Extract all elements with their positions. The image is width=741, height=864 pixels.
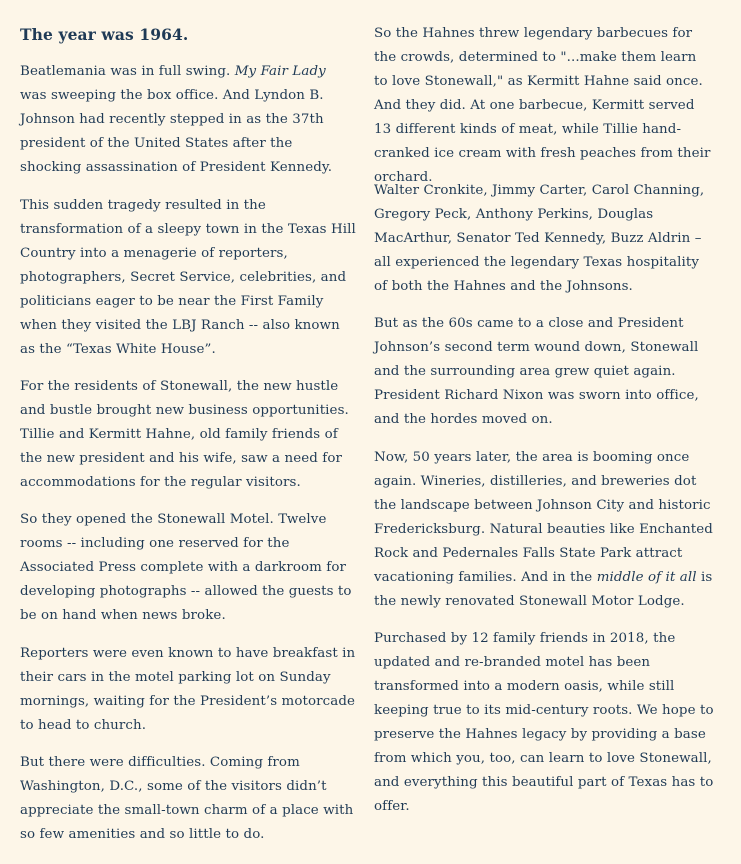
middle-of-it-all-phrase: middle of it all	[596, 570, 697, 585]
paragraph-tragedy: This sudden tragedy resulted in the transformation of a sleepy town in the Texas Hill Country into a menagerie of reporters, photographers, Secret Service, celebrities, and politicians eager to be near the First Family when they visited the LBJ Ranch -- also known as the “Texas White House”.	[20, 198, 356, 357]
page-title: The year was 1964.	[20, 25, 189, 44]
paragraph-purchased: Purchased by 12 family friends in 2018, the updated and re-branded motel has been transformed into a modern oasis, while still keeping true to its mid-century roots. We hope to preserve the Hahnes legacy by providing a base from which you, too, can learn to love Stonewall, and everything this beautiful part of Texas has to offer.	[374, 631, 714, 814]
paragraph-now	[374, 446, 714, 614]
paragraph-residents: For the residents of Stonewall, the new hustle and bustle brought new business opportunities. Tillie and Kermitt Hahne, old family friends of the new president and his wife, saw a need for accommodations for the regular visitors.	[20, 379, 349, 490]
paragraph-sixties-end: But as the 60s came to a close and President Johnson’s second term wound down, Stonewall and the surrounding area grew quiet again. President Richard Nixon was sworn into office, and the hordes moved on.	[374, 316, 699, 427]
paragraph-reporters: Reporters were even known to have breakfast in their cars in the motel parking lot on Sunday mornings, waiting for the President’s motorcade to head to church.	[20, 646, 356, 733]
paragraph-difficulties: But there were difficulties. Coming from Washington, D.C., some of the visitors didn’t appreciate the small-town charm of a place with so few amenities and so little to do.	[20, 755, 354, 842]
paragraph-now-text-b: is the newly renovated Stonewall Motor Lodge.	[374, 570, 713, 609]
my-fair-lady-title: My Fair Lady	[234, 64, 326, 79]
paragraph-now-text-a: Now, 50 years later, the area is booming once again. Wineries, distilleries, and breweries dot the landscape between Johnson City and historic Fredericksburg. Natural beauties like Enchanted Rock and Pedernales Falls State Park attract vacationing families. And in the	[374, 450, 713, 585]
paragraph-beatlemania-text-a: Beatlemania was in full swing.	[20, 64, 235, 79]
paragraph-beatlemania-text-b: was sweeping the box office. And Lyndon B. Johnson had recently stepped in as the 37th president of the United States after the shocking assassination of President Kennedy.	[20, 88, 333, 175]
paragraph-barbecues: So the Hahnes threw legendary barbecues for the crowds, determined to "...make them learn to love Stonewall," as Kermitt Hahne said once. And they did. At one barbecue, Kermitt served 13 different kinds of meat, while Tillie hand-cranked ice cream with fresh peaches from their orchard.	[374, 26, 711, 185]
paragraph-guests: Walter Cronkite, Jimmy Carter, Carol Channing, Gregory Peck, Anthony Perkins, Douglas MacArthur, Senator Ted Kennedy, Buzz Aldrin – all experienced the legendary Texas hospitality of both the Hahnes and the Johnsons.	[374, 183, 705, 294]
paragraph-beatlemania	[20, 60, 356, 180]
paragraph-motel-opening: So they opened the Stonewall Motel. Twelve rooms -- including one reserved for the Associated Press complete with a darkroom for developing photographs -- allowed the guests to be on hand when news broke.	[20, 512, 352, 623]
